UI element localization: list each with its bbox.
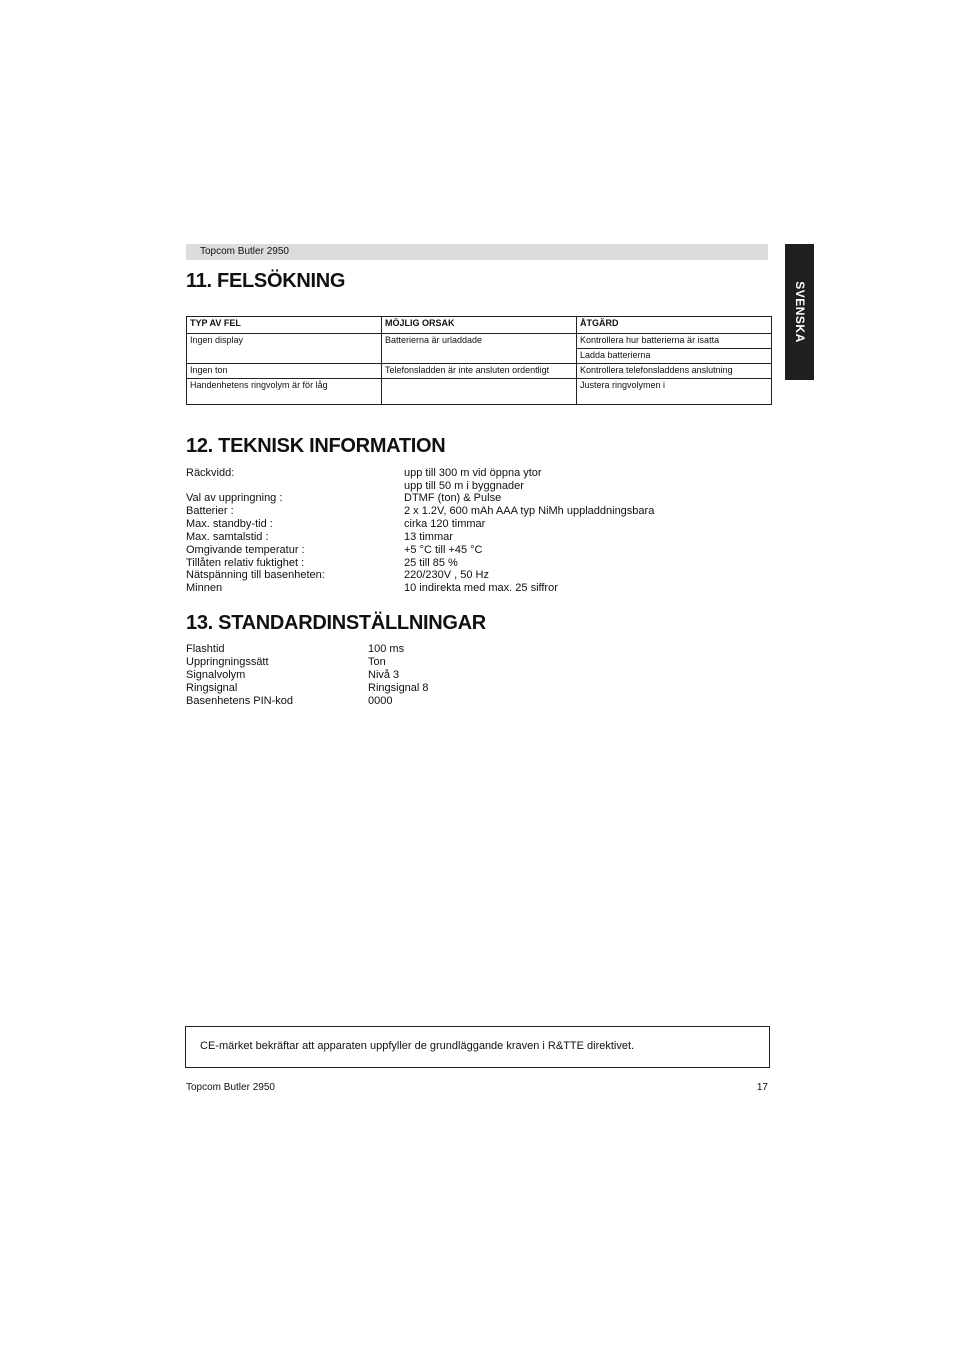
spec-value: +5 °C till +45 °C (404, 544, 483, 556)
ce-notice-text: CE-märket bekräftar att apparaten uppfyller de grundläggande kraven i R&TTE direktivet. (200, 1040, 635, 1052)
default-label: Flashtid (186, 643, 225, 655)
table-row (187, 334, 772, 349)
spec-label: Batterier : (186, 505, 234, 517)
spec-label: Max. standby-tid : (186, 518, 273, 530)
page-number: 17 (756, 1082, 768, 1093)
section-13-heading: 13. STANDARDINSTÄLLNINGAR (186, 612, 486, 634)
section-11-heading: 11. FELSÖKNING (186, 270, 346, 292)
table-cell: Ladda batterierna (577, 349, 772, 364)
table-header-row (187, 317, 772, 334)
spec-value: cirka 120 timmar (404, 518, 486, 530)
spec-label: Tillåten relativ fuktighet : (186, 557, 305, 569)
table-cell: Ingen display (187, 334, 382, 364)
table-row (187, 379, 772, 405)
default-value: Ringsignal 8 (368, 682, 429, 694)
section-12-heading: 12. TEKNISK INFORMATION (186, 435, 446, 457)
column-header-fel: TYP AV FEL (187, 317, 382, 334)
table-cell: Batterierna är urladdade (382, 334, 577, 364)
table-cell: Kontrollera telefonsladdens anslutning (577, 364, 772, 379)
header-bar (186, 244, 768, 260)
footer-title: Topcom Butler 2950 (186, 1082, 275, 1093)
spec-label: Val av uppringning : (186, 492, 283, 504)
default-value: 0000 (368, 695, 393, 707)
spec-value: DTMF (ton) & Pulse (404, 492, 502, 504)
default-label: Uppringningssätt (186, 656, 269, 668)
table-cell: Telefonsladden är inte ansluten ordentligt (382, 364, 577, 379)
ce-notice-box (185, 1026, 770, 1068)
column-header-atgard: ÅTGÄRD (577, 317, 772, 334)
default-label: Ringsignal (186, 682, 238, 694)
language-tab (785, 244, 814, 380)
table-cell: Ingen ton (187, 364, 382, 379)
spec-label: Minnen (186, 582, 223, 594)
spec-value: 220/230V , 50 Hz (404, 569, 490, 581)
spec-value: 10 indirekta med max. 25 siffror (404, 582, 558, 594)
troubleshooting-table (186, 316, 772, 405)
default-label: Basenhetens PIN-kod (186, 695, 294, 707)
spec-value: 2 x 1.2V, 600 mAh AAA typ NiMh uppladdningsbara (404, 505, 655, 517)
spec-value: upp till 50 m i byggnader (404, 480, 524, 492)
table-cell: Kontrollera hur batterierna är isatta (577, 334, 772, 349)
table-cell: Justera ringvolymen i (577, 379, 772, 405)
spec-value: 13 timmar (404, 531, 453, 543)
default-label: Signalvolym (186, 669, 246, 681)
spec-label: Max. samtalstid : (186, 531, 269, 543)
table-row (187, 364, 772, 379)
spec-value: 25 till 85 % (404, 557, 458, 569)
default-value: Ton (368, 656, 386, 668)
table-cell: Handenhetens ringvolym är för låg (187, 379, 382, 405)
spec-label: Nätspänning till basenheten: (186, 569, 325, 581)
spec-value: upp till 300 m vid öppna ytor (404, 467, 542, 479)
spec-label: Räckvidd: (186, 467, 235, 479)
default-value: Nivå 3 (368, 669, 400, 681)
default-value: 100 ms (368, 643, 405, 655)
table-cell (382, 379, 577, 405)
header-title: Topcom Butler 2950 (200, 246, 289, 257)
language-tab-label: SVENSKA (792, 281, 807, 343)
spec-label: Omgivande temperatur : (186, 544, 305, 556)
column-header-orsak: MÖJLIG ORSAK (382, 317, 577, 334)
